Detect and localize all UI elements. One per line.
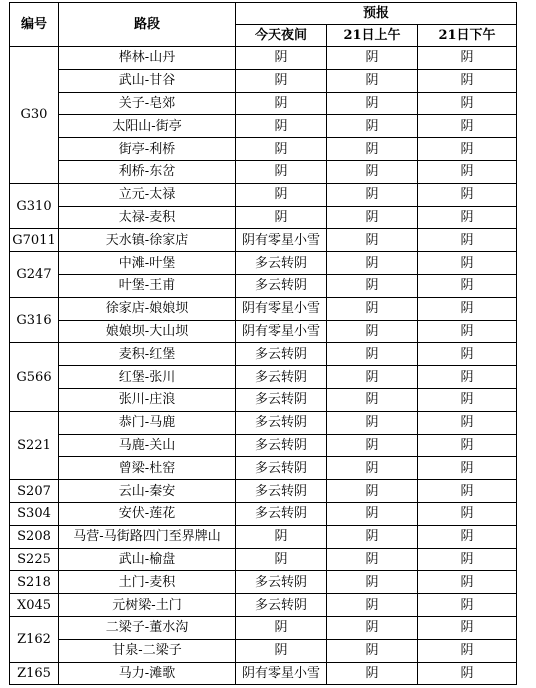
afternoon-forecast-cell: 阴 bbox=[418, 525, 517, 548]
morning-forecast-cell: 阴 bbox=[327, 138, 418, 161]
morning-forecast-cell: 阴 bbox=[327, 252, 418, 275]
afternoon-forecast-cell: 阴 bbox=[418, 115, 517, 138]
route-cell: 娘娘坝-大山坝 bbox=[59, 320, 236, 343]
afternoon-forecast-cell: 阴 bbox=[418, 571, 517, 594]
afternoon-forecast-cell: 阴 bbox=[418, 548, 517, 571]
afternoon-forecast-cell: 阴 bbox=[418, 138, 517, 161]
route-cell: 土门-麦积 bbox=[59, 571, 236, 594]
morning-forecast-cell: 阴 bbox=[327, 183, 418, 206]
table-body bbox=[10, 47, 517, 685]
tonight-forecast-cell: 多云转阴 bbox=[236, 366, 327, 389]
table-row bbox=[10, 457, 517, 480]
route-cell: 甘泉-二梁子 bbox=[59, 639, 236, 662]
table-row bbox=[10, 252, 517, 275]
route-cell: 太阳山-街亭 bbox=[59, 115, 236, 138]
morning-forecast-cell: 阴 bbox=[327, 594, 418, 617]
table-row bbox=[10, 320, 517, 343]
morning-forecast-cell: 阴 bbox=[327, 115, 418, 138]
afternoon-forecast-cell: 阴 bbox=[418, 47, 517, 70]
tonight-forecast-cell: 多云转阴 bbox=[236, 343, 327, 366]
route-cell: 武山-榆盘 bbox=[59, 548, 236, 571]
road-code-cell: S208 bbox=[10, 525, 59, 548]
morning-forecast-cell: 阴 bbox=[327, 47, 418, 70]
tonight-forecast-cell: 阴 bbox=[236, 616, 327, 639]
afternoon-forecast-cell: 阴 bbox=[418, 434, 517, 457]
morning-forecast-cell: 阴 bbox=[327, 616, 418, 639]
tonight-forecast-cell: 多云转阴 bbox=[236, 571, 327, 594]
route-cell: 利桥-东岔 bbox=[59, 160, 236, 183]
route-cell: 中滩-叶堡 bbox=[59, 252, 236, 275]
morning-forecast-cell: 阴 bbox=[327, 274, 418, 297]
route-cell: 街亭-利桥 bbox=[59, 138, 236, 161]
table-row bbox=[10, 92, 517, 115]
tonight-forecast-cell: 阴 bbox=[236, 138, 327, 161]
road-code-cell: G316 bbox=[10, 297, 59, 343]
table-row bbox=[10, 183, 517, 206]
afternoon-forecast-cell: 阴 bbox=[418, 183, 517, 206]
route-cell: 桦林-山丹 bbox=[59, 47, 236, 70]
table-row bbox=[10, 388, 517, 411]
tonight-forecast-cell: 阴 bbox=[236, 183, 327, 206]
morning-forecast-cell: 阴 bbox=[327, 92, 418, 115]
tonight-forecast-cell: 多云转阴 bbox=[236, 252, 327, 275]
road-code-cell: S207 bbox=[10, 480, 59, 503]
table-row bbox=[10, 343, 517, 366]
tonight-forecast-cell: 阴 bbox=[236, 160, 327, 183]
road-code-cell: S225 bbox=[10, 548, 59, 571]
afternoon-forecast-cell: 阴 bbox=[418, 69, 517, 92]
table-row bbox=[10, 616, 517, 639]
table-row bbox=[10, 411, 517, 434]
table-row bbox=[10, 229, 517, 252]
forecast-table-wrapper bbox=[9, 2, 517, 685]
afternoon-forecast-cell: 阴 bbox=[418, 457, 517, 480]
table-header bbox=[10, 3, 517, 47]
afternoon-forecast-cell: 阴 bbox=[418, 411, 517, 434]
table-row bbox=[10, 206, 517, 229]
route-cell: 马营-马街路四门至界牌山 bbox=[59, 525, 236, 548]
afternoon-forecast-cell: 阴 bbox=[418, 297, 517, 320]
morning-forecast-cell: 阴 bbox=[327, 480, 418, 503]
afternoon-forecast-cell: 阴 bbox=[418, 343, 517, 366]
tonight-forecast-cell: 阴有零星小雪 bbox=[236, 320, 327, 343]
route-cell: 张川-庄浪 bbox=[59, 388, 236, 411]
road-code-cell: Z165 bbox=[10, 662, 59, 685]
afternoon-forecast-cell: 阴 bbox=[418, 594, 517, 617]
morning-forecast-cell: 阴 bbox=[327, 662, 418, 685]
table-row bbox=[10, 480, 517, 503]
morning-forecast-cell: 阴 bbox=[327, 229, 418, 252]
route-cell: 武山-甘谷 bbox=[59, 69, 236, 92]
tonight-forecast-cell: 阴有零星小雪 bbox=[236, 662, 327, 685]
morning-forecast-cell: 阴 bbox=[327, 366, 418, 389]
morning-forecast-cell: 阴 bbox=[327, 343, 418, 366]
afternoon-forecast-cell: 阴 bbox=[418, 160, 517, 183]
route-cell: 麦积-红堡 bbox=[59, 343, 236, 366]
route-cell: 徐家店-娘娘坝 bbox=[59, 297, 236, 320]
table-row bbox=[10, 160, 517, 183]
tonight-forecast-cell: 阴 bbox=[236, 69, 327, 92]
header-tonight: 今天夜间 bbox=[236, 25, 327, 47]
tonight-forecast-cell: 多云转阴 bbox=[236, 274, 327, 297]
header-route: 路段 bbox=[59, 3, 236, 47]
road-code-cell: G7011 bbox=[10, 229, 59, 252]
route-cell: 太禄-麦积 bbox=[59, 206, 236, 229]
table-row bbox=[10, 662, 517, 685]
road-code-cell: S304 bbox=[10, 502, 59, 525]
tonight-forecast-cell: 多云转阴 bbox=[236, 480, 327, 503]
morning-forecast-cell: 阴 bbox=[327, 457, 418, 480]
morning-forecast-cell: 阴 bbox=[327, 639, 418, 662]
table-row bbox=[10, 571, 517, 594]
route-cell: 云山-秦安 bbox=[59, 480, 236, 503]
tonight-forecast-cell: 多云转阴 bbox=[236, 388, 327, 411]
morning-forecast-cell: 阴 bbox=[327, 548, 418, 571]
tonight-forecast-cell: 多云转阴 bbox=[236, 411, 327, 434]
road-code-cell: S221 bbox=[10, 411, 59, 479]
tonight-forecast-cell: 多云转阴 bbox=[236, 502, 327, 525]
route-cell: 二梁子-董水沟 bbox=[59, 616, 236, 639]
afternoon-forecast-cell: 阴 bbox=[418, 206, 517, 229]
table-row bbox=[10, 274, 517, 297]
afternoon-forecast-cell: 阴 bbox=[418, 252, 517, 275]
table-row bbox=[10, 47, 517, 70]
tonight-forecast-cell: 阴 bbox=[236, 206, 327, 229]
route-cell: 安伏-莲花 bbox=[59, 502, 236, 525]
afternoon-forecast-cell: 阴 bbox=[418, 662, 517, 685]
route-cell: 马鹿-关山 bbox=[59, 434, 236, 457]
tonight-forecast-cell: 阴 bbox=[236, 47, 327, 70]
route-cell: 叶堡-王甫 bbox=[59, 274, 236, 297]
tonight-forecast-cell: 阴有零星小雪 bbox=[236, 229, 327, 252]
header-morning: 21日上午 bbox=[327, 25, 418, 47]
tonight-forecast-cell: 多云转阴 bbox=[236, 457, 327, 480]
afternoon-forecast-cell: 阴 bbox=[418, 274, 517, 297]
table-row bbox=[10, 69, 517, 92]
road-code-cell: S218 bbox=[10, 571, 59, 594]
route-cell: 天水镇-徐家店 bbox=[59, 229, 236, 252]
tonight-forecast-cell: 多云转阴 bbox=[236, 434, 327, 457]
morning-forecast-cell: 阴 bbox=[327, 160, 418, 183]
road-weather-forecast-table bbox=[9, 2, 517, 685]
tonight-forecast-cell: 多云转阴 bbox=[236, 594, 327, 617]
morning-forecast-cell: 阴 bbox=[327, 388, 418, 411]
tonight-forecast-cell: 阴 bbox=[236, 115, 327, 138]
table-row bbox=[10, 502, 517, 525]
tonight-forecast-cell: 阴 bbox=[236, 548, 327, 571]
morning-forecast-cell: 阴 bbox=[327, 69, 418, 92]
header-forecast: 预报 bbox=[236, 3, 517, 25]
route-cell: 立元-太禄 bbox=[59, 183, 236, 206]
afternoon-forecast-cell: 阴 bbox=[418, 639, 517, 662]
afternoon-forecast-cell: 阴 bbox=[418, 229, 517, 252]
afternoon-forecast-cell: 阴 bbox=[418, 616, 517, 639]
morning-forecast-cell: 阴 bbox=[327, 434, 418, 457]
morning-forecast-cell: 阴 bbox=[327, 571, 418, 594]
road-code-cell: X045 bbox=[10, 594, 59, 617]
route-cell: 红堡-张川 bbox=[59, 366, 236, 389]
table-row bbox=[10, 594, 517, 617]
tonight-forecast-cell: 阴有零星小雪 bbox=[236, 297, 327, 320]
afternoon-forecast-cell: 阴 bbox=[418, 502, 517, 525]
table-row bbox=[10, 434, 517, 457]
table-row bbox=[10, 366, 517, 389]
table-row bbox=[10, 115, 517, 138]
table-row bbox=[10, 548, 517, 571]
table-row bbox=[10, 639, 517, 662]
table-row bbox=[10, 525, 517, 548]
route-cell: 马力-滩歌 bbox=[59, 662, 236, 685]
table-row bbox=[10, 138, 517, 161]
morning-forecast-cell: 阴 bbox=[327, 525, 418, 548]
tonight-forecast-cell: 阴 bbox=[236, 92, 327, 115]
road-code-cell: G566 bbox=[10, 343, 59, 411]
afternoon-forecast-cell: 阴 bbox=[418, 366, 517, 389]
route-cell: 关子-皂郊 bbox=[59, 92, 236, 115]
tonight-forecast-cell: 阴 bbox=[236, 639, 327, 662]
header-afternoon: 21日下午 bbox=[418, 25, 517, 47]
morning-forecast-cell: 阴 bbox=[327, 297, 418, 320]
header-row-top bbox=[10, 3, 517, 25]
table-row bbox=[10, 297, 517, 320]
morning-forecast-cell: 阴 bbox=[327, 411, 418, 434]
tonight-forecast-cell: 阴 bbox=[236, 525, 327, 548]
afternoon-forecast-cell: 阴 bbox=[418, 320, 517, 343]
road-code-cell: Z162 bbox=[10, 616, 59, 662]
road-code-cell: G30 bbox=[10, 47, 59, 184]
road-code-cell: G247 bbox=[10, 252, 59, 298]
morning-forecast-cell: 阴 bbox=[327, 206, 418, 229]
header-code: 编号 bbox=[10, 3, 59, 47]
route-cell: 曾梁-杜窑 bbox=[59, 457, 236, 480]
afternoon-forecast-cell: 阴 bbox=[418, 388, 517, 411]
afternoon-forecast-cell: 阴 bbox=[418, 92, 517, 115]
afternoon-forecast-cell: 阴 bbox=[418, 480, 517, 503]
morning-forecast-cell: 阴 bbox=[327, 320, 418, 343]
route-cell: 元树梁-土门 bbox=[59, 594, 236, 617]
morning-forecast-cell: 阴 bbox=[327, 502, 418, 525]
road-code-cell: G310 bbox=[10, 183, 59, 229]
route-cell: 恭门-马鹿 bbox=[59, 411, 236, 434]
